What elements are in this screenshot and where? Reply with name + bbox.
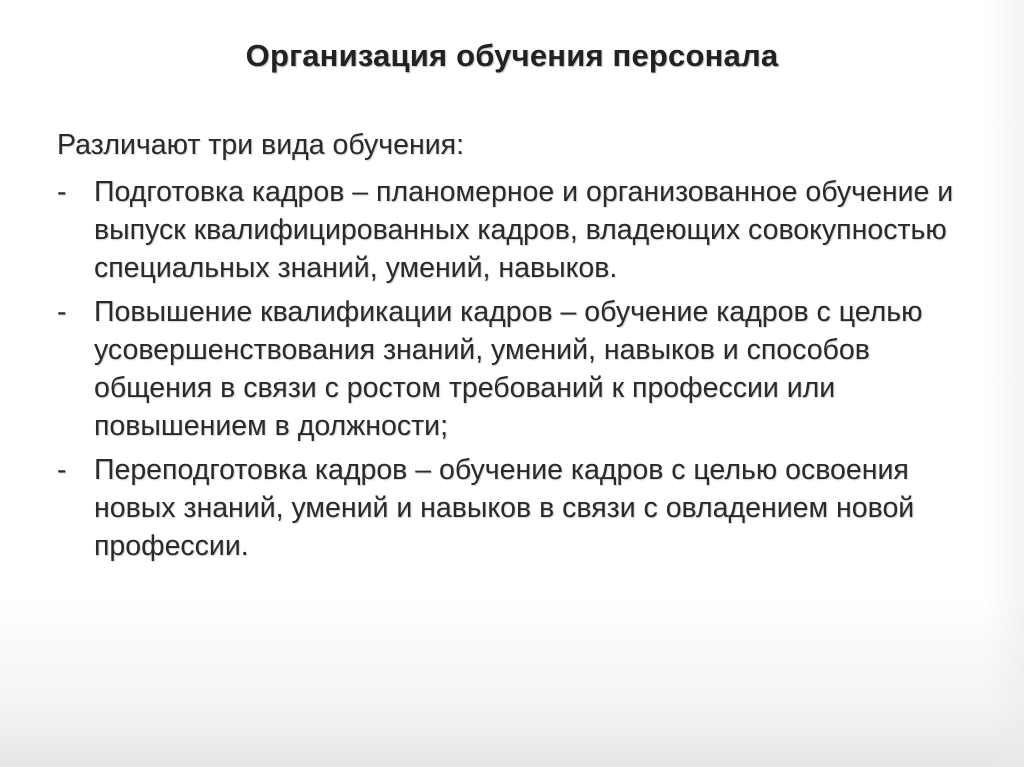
list-item-qualification [57,293,957,445]
slide-title: Организация обучения персонала [245,38,779,73]
slide-body [57,126,957,571]
list-marker: - [57,176,67,208]
slide-edge-shade [984,0,1024,767]
list-item-text: Повышение квалификации кадров – обучение кадров с целью усовершенствования знаний, умений, навыков и способов общения в связи с ростом требований к профессии или повышением в должности; [94,296,923,442]
list-item-text: Подготовка кадров – планомерное и организованное обучение и выпуск квалифицированных кадров, владеющих совокупностью специальных знаний, умений, навыков. [94,176,954,284]
list-marker: - [57,296,67,328]
list-item-text: Переподготовка кадров – обучение кадров с целью освоения новых знаний, умений и навыков в связи с овладением новой профессии. [94,454,915,562]
list-item-training [57,173,957,287]
training-types-list [57,173,957,565]
list-marker: - [57,454,67,486]
intro-text: Различают три вида обучения: [57,129,465,161]
list-item-retraining [57,451,957,565]
